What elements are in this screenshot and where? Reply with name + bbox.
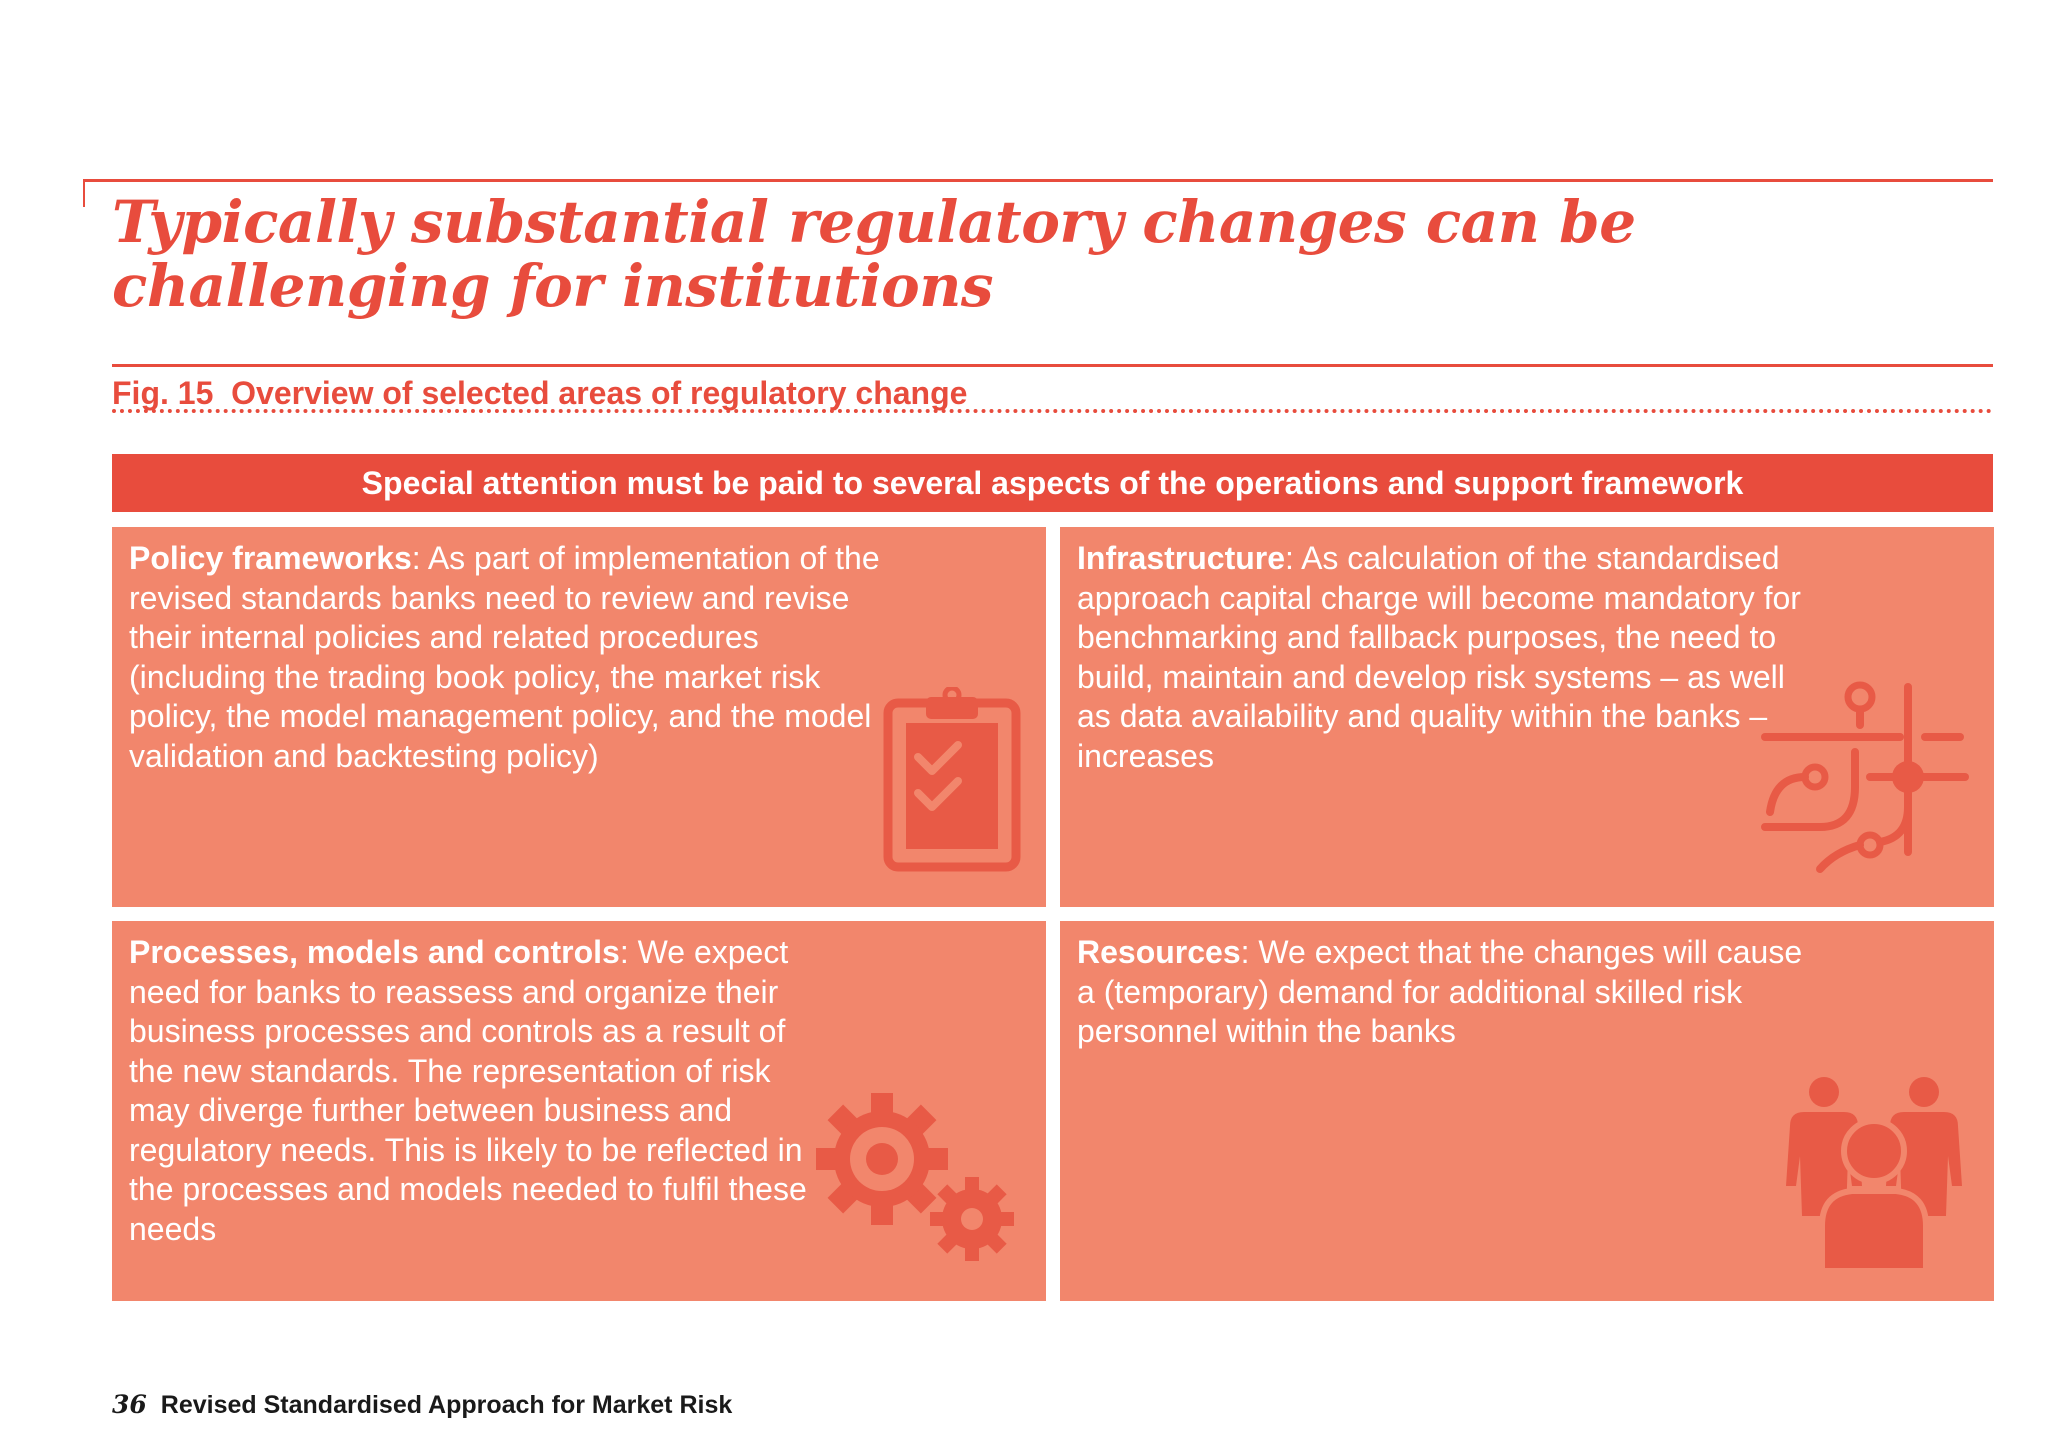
banner: Special attention must be paid to several aspects of the operations and support framework xyxy=(112,454,1993,512)
cell-body: : We expect that the changes will cause a (temporary) demand for additional skilled risk personnel within the banks xyxy=(1077,934,1803,1049)
cell-text xyxy=(129,539,889,776)
cell-infrastructure xyxy=(1060,527,1994,907)
cell-heading: Processes, models and controls xyxy=(129,934,620,970)
document-title: Revised Standardised Approach for Market Risk xyxy=(160,1391,733,1419)
cell-body: : We expect need for banks to reassess and organize their business processes and controls as a result of the new standards. The representation of risk may diverge further between business and regulatory needs. This is likely to be reflected in the processes and models needed to fulfil these needs xyxy=(129,934,807,1247)
page-footer xyxy=(112,1390,732,1420)
page-headline: Typically substantial regulatory changes can be challenging for institutions xyxy=(112,188,1636,320)
figure-rule xyxy=(112,364,1993,367)
people-group-icon xyxy=(1782,1076,1964,1271)
cell-processes-models-controls xyxy=(112,921,1046,1301)
corner-mark xyxy=(83,179,85,207)
cell-text xyxy=(1077,539,1817,776)
figure-caption xyxy=(112,374,967,412)
cell-resources xyxy=(1060,921,1994,1301)
cell-body: : As part of implementation of the revised standards banks need to review and revise their internal policies and related procedures (including the trading book policy, the market risk policy, the model management policy, and the model validation and backtesting policy) xyxy=(129,540,880,774)
page-number: 36 xyxy=(112,1390,147,1419)
cell-text xyxy=(129,933,829,1249)
top-rule xyxy=(83,179,1993,182)
clipboard-checklist-icon xyxy=(882,687,1022,872)
cell-heading: Resources xyxy=(1077,934,1241,970)
cell-heading: Infrastructure xyxy=(1077,540,1286,576)
cell-heading: Policy frameworks xyxy=(129,540,412,576)
cell-policy-frameworks xyxy=(112,527,1046,907)
cell-body: : As calculation of the standardised approach capital charge will become mandatory for benchmarking and fallback purposes, the need to build, maintain and develop risk systems – as well as data availability and quality within the banks – increases xyxy=(1077,540,1801,774)
figure-dotted-rule xyxy=(112,409,1993,413)
figure-title: Overview of selected areas of regulatory change xyxy=(231,375,968,411)
figure-number: Fig. 15 xyxy=(112,375,214,411)
gears-icon xyxy=(812,1091,1022,1266)
cell-text xyxy=(1077,933,1817,1052)
